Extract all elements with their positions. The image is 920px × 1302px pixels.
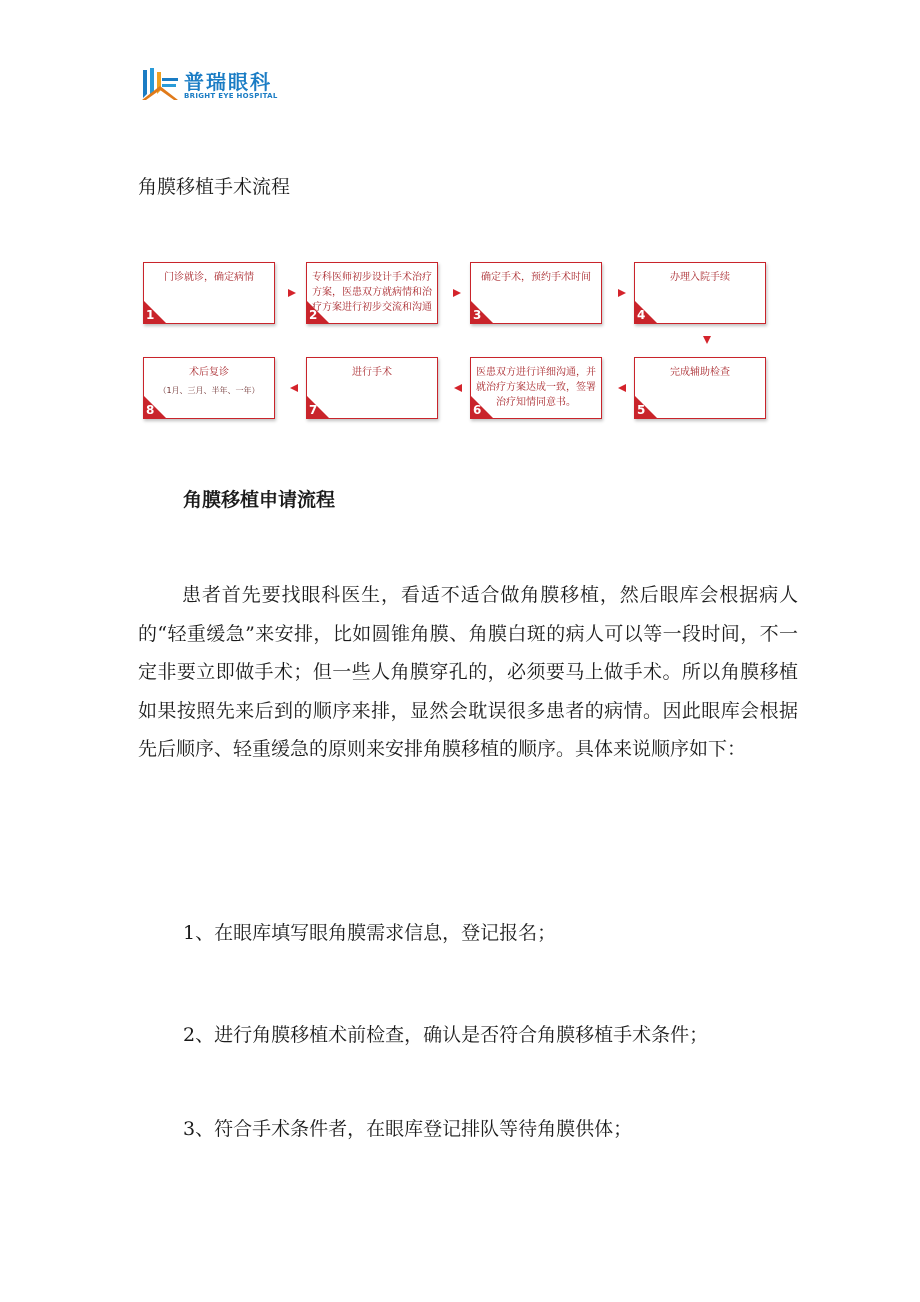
arrow-left-icon <box>290 384 298 392</box>
surgery-flowchart <box>140 260 780 425</box>
list-item: 3、符合手术条件者，在眼库登记排队等待角膜供体； <box>183 1118 633 1140</box>
flow-step-text: 办理入院手续 <box>670 272 730 283</box>
arrow-left-icon <box>618 384 626 392</box>
flow-step-number: 1 <box>146 308 155 322</box>
list-item: 2、进行角膜移植术前检查，确认是否符合角膜移植手术条件； <box>183 1024 709 1046</box>
flow-step <box>634 262 766 324</box>
flow-step <box>306 262 438 324</box>
flow-step-text <box>148 365 270 398</box>
list-item: 1、在眼库填写眼角膜需求信息，登记报名； <box>183 922 557 944</box>
body-paragraph: 患者首先要找眼科医生，看适不适合做角膜移植，然后眼库会根据病人的“轻重缓急”来安排，比如圆锥角膜、角膜白斑的病人可以等一段时间，不一定非要立即做手术；但一些人角膜穿孔的，必须要马上做手术。所以角膜移植如果按照先来后到的顺序来排，显然会耽误很多患者的病情。因此眼库会根据先后顺序、轻重缓急的原则来安排角膜移植的顺序。具体来说顺序如下： <box>138 584 798 760</box>
flow-step-number: 6 <box>473 403 482 417</box>
flow-step <box>306 357 438 419</box>
logo-name-cn: 普瑞眼科 <box>184 70 272 94</box>
flow-step-number: 2 <box>309 308 318 322</box>
application-process-heading: 角膜移植申请流程 <box>183 489 336 511</box>
flow-step <box>470 262 602 324</box>
flow-step-text: 专科医师初步设计手术治疗方案，医患双方就病情和治疗方案进行初步交流和沟通 <box>312 272 432 313</box>
arrow-right-icon <box>288 289 296 297</box>
arrow-right-icon <box>618 289 626 297</box>
flow-step-text: 门诊就诊，确定病情 <box>164 272 254 283</box>
hospital-logo <box>140 64 280 104</box>
flow-step-title: 术后复诊 <box>189 367 229 378</box>
flow-step-subtext: （1月、三月、半年、一年） <box>158 386 260 395</box>
flow-step <box>634 357 766 419</box>
flow-step <box>143 357 275 419</box>
flow-step-text: 医患双方进行详细沟通，并就治疗方案达成一致，签署治疗知情同意书。 <box>476 367 596 408</box>
surgery-process-heading: 角膜移植手术流程 <box>138 176 291 198</box>
flow-step-number: 3 <box>473 308 482 322</box>
flow-step-number: 8 <box>146 403 155 417</box>
logo-name-en: BRIGHT EYE HOSPITAL <box>184 92 278 100</box>
flow-step-text: 确定手术，预约手术时间 <box>481 272 591 283</box>
flow-step-number: 5 <box>637 403 646 417</box>
flow-step-number: 4 <box>637 308 646 322</box>
flow-step-text: 进行手术 <box>352 367 392 378</box>
arrow-down-icon <box>703 336 711 344</box>
flow-step <box>470 357 602 419</box>
flow-step <box>143 262 275 324</box>
flow-step-number: 7 <box>309 403 318 417</box>
arrow-left-icon <box>454 384 462 392</box>
flow-step-text: 完成辅助检查 <box>670 367 730 378</box>
bright-eye-logo-icon <box>140 64 180 104</box>
arrow-right-icon <box>453 289 461 297</box>
